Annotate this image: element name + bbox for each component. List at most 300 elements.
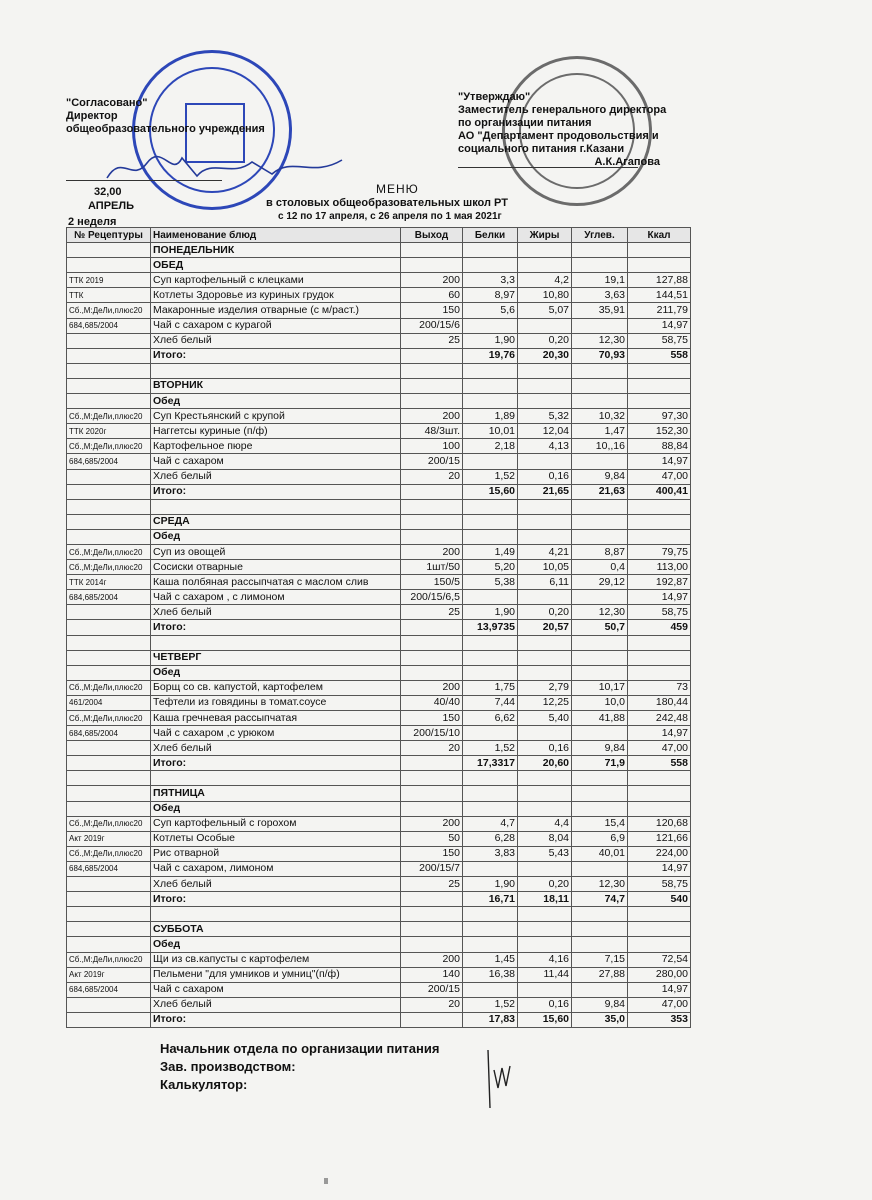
- cell-fat: 2,79: [518, 680, 572, 695]
- cell-output: [401, 620, 463, 635]
- table-row: [67, 424, 691, 439]
- cell-fat: [518, 861, 572, 876]
- cell-output: 150: [401, 303, 463, 318]
- cell-fat: [518, 907, 572, 922]
- cell-protein: 1,89: [463, 409, 518, 424]
- cell-kcal: 180,44: [628, 695, 691, 710]
- cell-carbs: 21,63: [572, 484, 628, 499]
- cell-kcal: 400,41: [628, 484, 691, 499]
- cell-fat: [518, 771, 572, 786]
- meal-row: [67, 258, 691, 273]
- cell-kcal: 120,68: [628, 816, 691, 831]
- cell-kcal: [628, 514, 691, 529]
- cell-kcal: 224,00: [628, 846, 691, 861]
- cell-output: [401, 499, 463, 514]
- cell-carbs: [572, 499, 628, 514]
- total-row: [67, 892, 691, 907]
- cell-kcal: 97,30: [628, 409, 691, 424]
- cell-code: [67, 1012, 151, 1027]
- cell-fat: 0,16: [518, 997, 572, 1012]
- cell-kcal: 14,97: [628, 861, 691, 876]
- approval-left: [66, 97, 296, 136]
- cell-name: Каша полбяная рассыпчатая с маслом слив: [151, 575, 401, 590]
- cell-kcal: 79,75: [628, 544, 691, 559]
- cell-carbs: 6,9: [572, 831, 628, 846]
- cell-fat: 6,11: [518, 575, 572, 590]
- cell-name: Котлеты Здоровье из куриных грудок: [151, 288, 401, 303]
- cell-kcal: 540: [628, 892, 691, 907]
- cell-kcal: [628, 922, 691, 937]
- day-row: [67, 514, 691, 529]
- cell-carbs: [572, 635, 628, 650]
- cell-output: [401, 514, 463, 529]
- cell-carbs: [572, 394, 628, 409]
- cell-name: Обед: [151, 801, 401, 816]
- day-row: [67, 786, 691, 801]
- cell-protein: 1,49: [463, 544, 518, 559]
- cell-output: 200: [401, 952, 463, 967]
- table-header-row: [67, 228, 691, 243]
- cell-kcal: 47,00: [628, 469, 691, 484]
- cell-protein: 17,83: [463, 1012, 518, 1027]
- cell-fat: [518, 726, 572, 741]
- table-row: [67, 605, 691, 620]
- cell-kcal: 144,51: [628, 288, 691, 303]
- table-row: [67, 816, 691, 831]
- table-row: [67, 318, 691, 333]
- cell-name: Макаронные изделия отварные (с м/раст.): [151, 303, 401, 318]
- cell-protein: [463, 861, 518, 876]
- cell-output: 150: [401, 846, 463, 861]
- cell-carbs: 35,91: [572, 303, 628, 318]
- header-carbs: Углев.: [572, 228, 628, 243]
- cell-name: Суп из овощей: [151, 544, 401, 559]
- approval-signature-name: А.К.Агапова: [594, 156, 660, 168]
- cell-protein: [463, 454, 518, 469]
- cell-code: [67, 937, 151, 952]
- cell-name: Чай с сахаром с курагой: [151, 318, 401, 333]
- cell-code: [67, 363, 151, 378]
- approval-left-line3: общеобразовательного учреждения: [66, 123, 265, 135]
- cell-kcal: [628, 394, 691, 409]
- cell-code: Сб.,М:ДеЛи,плюс20: [67, 816, 151, 831]
- cell-code: [67, 258, 151, 273]
- cell-code: Сб.,М:ДеЛи,плюс20: [67, 409, 151, 424]
- cell-fat: [518, 499, 572, 514]
- cell-fat: 5,07: [518, 303, 572, 318]
- cell-name: Хлеб белый: [151, 741, 401, 756]
- cell-output: [401, 635, 463, 650]
- cell-protein: [463, 771, 518, 786]
- cell-name: Суп Крестьянский с крупой: [151, 409, 401, 424]
- cell-code: [67, 394, 151, 409]
- cell-fat: 0,20: [518, 333, 572, 348]
- cell-name: Чай с сахаром, лимоном: [151, 861, 401, 876]
- cell-code: Сб.,М:ДеЛи,плюс20: [67, 846, 151, 861]
- cell-carbs: [572, 243, 628, 258]
- cell-name: Сосиски отварные: [151, 560, 401, 575]
- cell-output: 150: [401, 711, 463, 726]
- cell-output: [401, 801, 463, 816]
- cell-protein: 17,3317: [463, 756, 518, 771]
- total-row: [67, 1012, 691, 1027]
- cell-code: [67, 771, 151, 786]
- cell-protein: [463, 982, 518, 997]
- cell-kcal: [628, 258, 691, 273]
- cell-output: 20: [401, 741, 463, 756]
- cell-fat: [518, 937, 572, 952]
- cell-carbs: [572, 922, 628, 937]
- cell-carbs: 12,30: [572, 877, 628, 892]
- cell-kcal: 192,87: [628, 575, 691, 590]
- cell-carbs: [572, 861, 628, 876]
- cell-kcal: 558: [628, 756, 691, 771]
- cell-carbs: [572, 801, 628, 816]
- cell-code: 684,685/2004: [67, 861, 151, 876]
- cell-kcal: 242,48: [628, 711, 691, 726]
- cell-carbs: [572, 937, 628, 952]
- cell-kcal: [628, 363, 691, 378]
- cell-protein: 3,3: [463, 273, 518, 288]
- cell-protein: [463, 801, 518, 816]
- cell-code: [67, 333, 151, 348]
- approval-right-line4: АО "Департамент продовольствия и: [458, 130, 659, 142]
- table-row: [67, 877, 691, 892]
- cell-carbs: 19,1: [572, 273, 628, 288]
- cell-output: [401, 363, 463, 378]
- cell-carbs: [572, 771, 628, 786]
- cell-fat: [518, 378, 572, 393]
- footer: [160, 1040, 439, 1094]
- cell-name: Хлеб белый: [151, 997, 401, 1012]
- cell-protein: 1,45: [463, 952, 518, 967]
- cell-protein: 1,90: [463, 605, 518, 620]
- cell-protein: [463, 937, 518, 952]
- cell-fat: 5,32: [518, 409, 572, 424]
- table-row: [67, 831, 691, 846]
- cell-carbs: 1,47: [572, 424, 628, 439]
- cell-carbs: 8,87: [572, 544, 628, 559]
- cell-fat: 20,57: [518, 620, 572, 635]
- cell-fat: 5,40: [518, 711, 572, 726]
- cell-name: Щи из св.капусты с картофелем: [151, 952, 401, 967]
- cell-carbs: [572, 529, 628, 544]
- cell-code: [67, 378, 151, 393]
- cell-carbs: 35,0: [572, 1012, 628, 1027]
- cell-output: [401, 484, 463, 499]
- header-kcal: Ккал: [628, 228, 691, 243]
- cell-protein: 6,28: [463, 831, 518, 846]
- cell-carbs: 9,84: [572, 741, 628, 756]
- cell-carbs: 9,84: [572, 997, 628, 1012]
- cell-protein: 16,38: [463, 967, 518, 982]
- cell-protein: 3,83: [463, 846, 518, 861]
- cell-output: [401, 892, 463, 907]
- cell-output: 200/15: [401, 982, 463, 997]
- cell-kcal: 14,97: [628, 454, 691, 469]
- cell-protein: 13,9735: [463, 620, 518, 635]
- day-row: [67, 378, 691, 393]
- cell-kcal: [628, 937, 691, 952]
- cell-carbs: 27,88: [572, 967, 628, 982]
- cell-carbs: [572, 318, 628, 333]
- table-row: [67, 967, 691, 982]
- cell-protein: 1,52: [463, 469, 518, 484]
- table-row: [67, 982, 691, 997]
- cell-name: Итого:: [151, 756, 401, 771]
- cell-kcal: 58,75: [628, 877, 691, 892]
- cell-output: 200/15: [401, 454, 463, 469]
- cell-kcal: 152,30: [628, 424, 691, 439]
- empty-row: [67, 363, 691, 378]
- cell-fat: [518, 529, 572, 544]
- cell-code: 684,685/2004: [67, 318, 151, 333]
- cell-code: Сб.,М:ДеЛи,плюс20: [67, 560, 151, 575]
- total-row: [67, 620, 691, 635]
- cell-code: [67, 741, 151, 756]
- cell-carbs: [572, 665, 628, 680]
- cell-name: СРЕДА: [151, 514, 401, 529]
- cell-output: [401, 937, 463, 952]
- cell-output: [401, 378, 463, 393]
- cell-carbs: 15,4: [572, 816, 628, 831]
- signature-line-left: [66, 180, 222, 181]
- cell-protein: 1,52: [463, 741, 518, 756]
- cell-name: ПЯТНИЦА: [151, 786, 401, 801]
- cell-protein: 5,20: [463, 560, 518, 575]
- cell-protein: 6,62: [463, 711, 518, 726]
- cell-carbs: 70,93: [572, 348, 628, 363]
- cell-output: [401, 771, 463, 786]
- cell-protein: 4,7: [463, 816, 518, 831]
- cell-fat: [518, 650, 572, 665]
- cell-name: ЧЕТВЕРГ: [151, 650, 401, 665]
- cell-output: 25: [401, 877, 463, 892]
- cell-fat: 21,65: [518, 484, 572, 499]
- cell-fat: [518, 801, 572, 816]
- cell-protein: 15,60: [463, 484, 518, 499]
- signature-line-right: [458, 167, 638, 168]
- cell-fat: 10,80: [518, 288, 572, 303]
- total-row: [67, 756, 691, 771]
- header-protein: Белки: [463, 228, 518, 243]
- table-row: [67, 560, 691, 575]
- cell-output: 200/15/10: [401, 726, 463, 741]
- cell-carbs: [572, 454, 628, 469]
- header-name: Наименование блюд: [151, 228, 401, 243]
- cell-name: Хлеб белый: [151, 605, 401, 620]
- cell-fat: 20,30: [518, 348, 572, 363]
- footer-line2: Зав. производством:: [160, 1059, 296, 1074]
- cell-fat: 4,16: [518, 952, 572, 967]
- cell-code: [67, 529, 151, 544]
- cell-kcal: 280,00: [628, 967, 691, 982]
- cell-protein: [463, 922, 518, 937]
- cell-fat: [518, 318, 572, 333]
- cell-output: 150/5: [401, 575, 463, 590]
- week: 2 неделя: [68, 216, 117, 228]
- cell-code: ТТК 2014г: [67, 575, 151, 590]
- cell-code: [67, 243, 151, 258]
- day-row: [67, 650, 691, 665]
- cell-carbs: [572, 258, 628, 273]
- cell-name: Суп картофельный с клецками: [151, 273, 401, 288]
- cell-carbs: 7,15: [572, 952, 628, 967]
- cell-kcal: 113,00: [628, 560, 691, 575]
- cell-name: Итого:: [151, 1012, 401, 1027]
- cell-kcal: 14,97: [628, 590, 691, 605]
- cell-output: 48/3шт.: [401, 424, 463, 439]
- scan-speck: [324, 1178, 328, 1184]
- cell-protein: 5,38: [463, 575, 518, 590]
- price: 32,00: [94, 186, 122, 198]
- cell-output: [401, 786, 463, 801]
- cell-output: 1шт/50: [401, 560, 463, 575]
- cell-output: [401, 243, 463, 258]
- cell-name: [151, 635, 401, 650]
- cell-fat: [518, 394, 572, 409]
- cell-code: [67, 801, 151, 816]
- cell-output: 200: [401, 544, 463, 559]
- table-row: [67, 288, 691, 303]
- approval-left-line1: "Согласовано": [66, 97, 148, 109]
- cell-name: [151, 907, 401, 922]
- cell-carbs: 9,84: [572, 469, 628, 484]
- cell-output: [401, 665, 463, 680]
- cell-name: Тефтели из говядины в томат.соусе: [151, 695, 401, 710]
- cell-fat: 10,05: [518, 560, 572, 575]
- cell-protein: [463, 378, 518, 393]
- cell-carbs: 41,88: [572, 711, 628, 726]
- table-row: [67, 846, 691, 861]
- empty-row: [67, 635, 691, 650]
- header-output: Выход: [401, 228, 463, 243]
- cell-code: [67, 635, 151, 650]
- cell-fat: 0,20: [518, 605, 572, 620]
- footer-line3: Калькулятор:: [160, 1077, 248, 1092]
- cell-carbs: 12,30: [572, 605, 628, 620]
- table-row: [67, 469, 691, 484]
- cell-carbs: [572, 363, 628, 378]
- cell-fat: 4,4: [518, 816, 572, 831]
- cell-fat: [518, 258, 572, 273]
- cell-code: [67, 892, 151, 907]
- cell-name: Чай с сахаром: [151, 454, 401, 469]
- approval-right-line2: Заместитель генерального директора: [458, 104, 667, 116]
- cell-code: 684,685/2004: [67, 454, 151, 469]
- cell-protein: [463, 590, 518, 605]
- cell-fat: 8,04: [518, 831, 572, 846]
- cell-kcal: 127,88: [628, 273, 691, 288]
- cell-protein: [463, 635, 518, 650]
- approval-right-line5: социального питания г.Казани: [458, 143, 625, 155]
- cell-output: 140: [401, 967, 463, 982]
- cell-output: 200/15/6,5: [401, 590, 463, 605]
- cell-name: Хлеб белый: [151, 877, 401, 892]
- cell-name: Наггетсы куриные (п/ф): [151, 424, 401, 439]
- cell-name: Борщ со св. капустой, картофелем: [151, 680, 401, 695]
- approval-right-line1: "Утверждаю": [458, 91, 531, 103]
- day-row: [67, 922, 691, 937]
- cell-carbs: 0,4: [572, 560, 628, 575]
- cell-kcal: 72,54: [628, 952, 691, 967]
- cell-code: 684,685/2004: [67, 590, 151, 605]
- cell-code: [67, 499, 151, 514]
- cell-code: [67, 907, 151, 922]
- cell-code: [67, 877, 151, 892]
- cell-carbs: [572, 786, 628, 801]
- cell-protein: 1,52: [463, 997, 518, 1012]
- total-row: [67, 484, 691, 499]
- cell-kcal: 58,75: [628, 333, 691, 348]
- cell-protein: [463, 363, 518, 378]
- cell-carbs: [572, 590, 628, 605]
- cell-fat: 12,04: [518, 424, 572, 439]
- cell-protein: 2,18: [463, 439, 518, 454]
- cell-fat: [518, 454, 572, 469]
- cell-protein: [463, 529, 518, 544]
- cell-code: [67, 514, 151, 529]
- cell-kcal: [628, 378, 691, 393]
- cell-name: [151, 363, 401, 378]
- cell-protein: 8,97: [463, 288, 518, 303]
- cell-protein: [463, 514, 518, 529]
- table-row: [67, 333, 691, 348]
- cell-name: Чай с сахаром: [151, 982, 401, 997]
- cell-code: ТТК 2019: [67, 273, 151, 288]
- cell-fat: [518, 243, 572, 258]
- cell-name: Пельмени "для умников и умниц"(п/ф): [151, 967, 401, 982]
- cell-kcal: 459: [628, 620, 691, 635]
- cell-kcal: 121,66: [628, 831, 691, 846]
- cell-protein: [463, 258, 518, 273]
- meal-row: [67, 801, 691, 816]
- cell-output: 200/15/7: [401, 861, 463, 876]
- cell-name: Итого:: [151, 348, 401, 363]
- cell-carbs: 10,17: [572, 680, 628, 695]
- cell-carbs: 74,7: [572, 892, 628, 907]
- cell-name: [151, 499, 401, 514]
- cell-kcal: [628, 499, 691, 514]
- director-signature: [102, 148, 352, 188]
- cell-code: [67, 484, 151, 499]
- cell-output: [401, 907, 463, 922]
- cell-output: [401, 650, 463, 665]
- meal-row: [67, 937, 691, 952]
- table-row: [67, 409, 691, 424]
- cell-output: 200: [401, 409, 463, 424]
- cell-protein: [463, 318, 518, 333]
- meal-row: [67, 529, 691, 544]
- cell-kcal: 73: [628, 680, 691, 695]
- menu-table: [66, 227, 691, 1028]
- cell-output: [401, 922, 463, 937]
- cell-kcal: 88,84: [628, 439, 691, 454]
- cell-fat: [518, 590, 572, 605]
- cell-code: [67, 348, 151, 363]
- cell-kcal: 47,00: [628, 997, 691, 1012]
- cell-code: Сб.,М:ДеЛи,плюс20: [67, 544, 151, 559]
- table-row: [67, 695, 691, 710]
- table-row: [67, 590, 691, 605]
- cell-kcal: 211,79: [628, 303, 691, 318]
- header-fat: Жиры: [518, 228, 572, 243]
- empty-row: [67, 499, 691, 514]
- table-row: [67, 741, 691, 756]
- cell-name: Итого:: [151, 892, 401, 907]
- table-row: [67, 454, 691, 469]
- cell-fat: [518, 514, 572, 529]
